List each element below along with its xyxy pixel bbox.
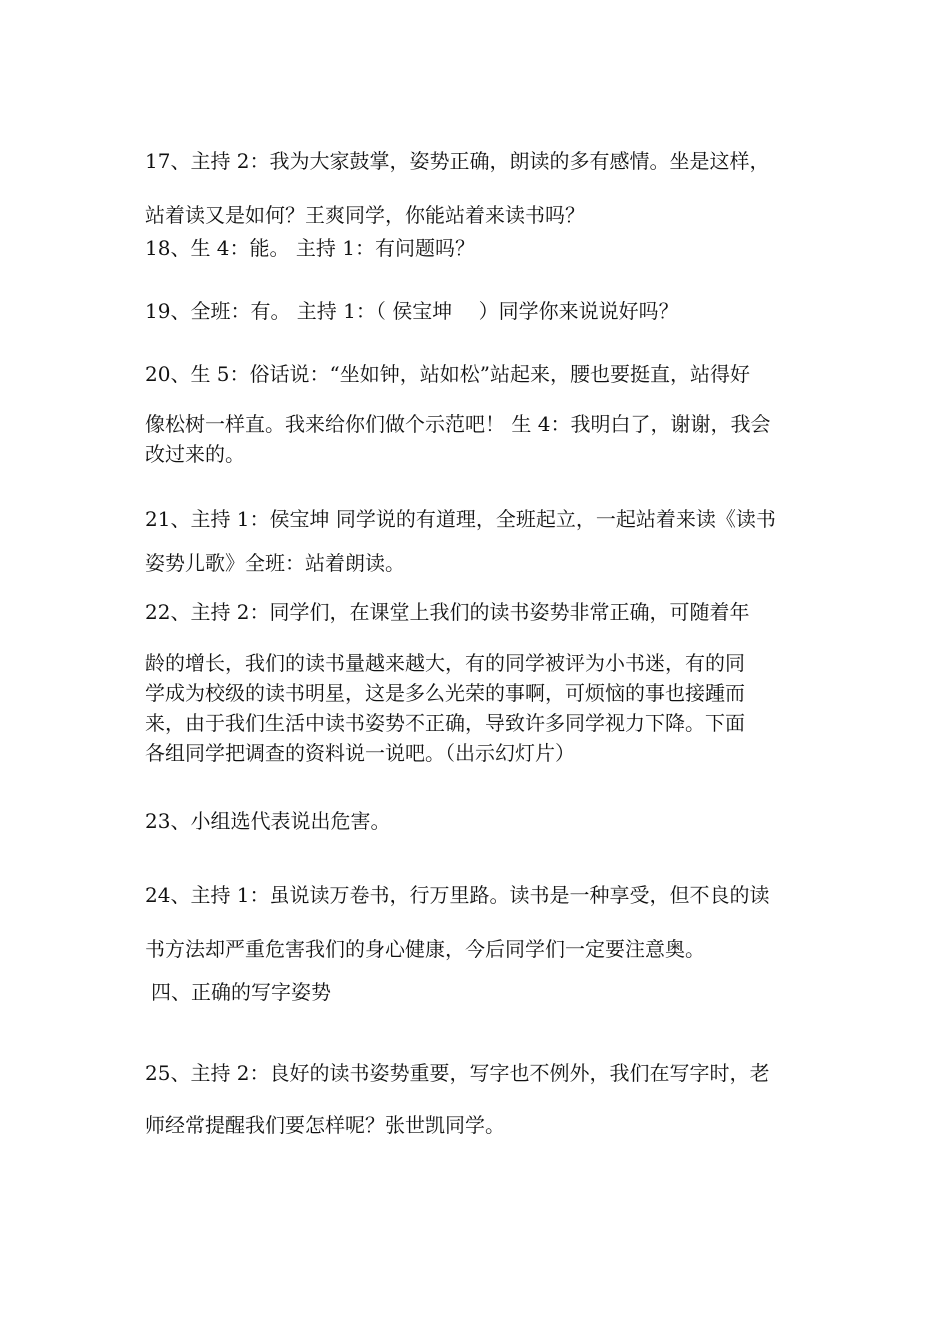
paragraph-24 — [145, 868, 810, 976]
paragraph-line: 25、主持 2：良好的读书姿势重要，写字也不例外，我们在写字时，老 — [145, 1061, 770, 1085]
paragraph-line: 师经常提醒我们要怎样呢？张世凯同学。 — [145, 1113, 505, 1137]
paragraph-19 — [145, 296, 810, 326]
paragraph-line: 17、主持 2：我为大家鼓掌，姿势正确，朗读的多有感情。坐是这样， — [145, 149, 770, 173]
paragraph-line: 龄的增长，我们的读书量越来越大，有的同学被评为小书迷，有的同 — [145, 651, 745, 675]
paragraph-17 — [145, 134, 810, 242]
section-heading: 四、正确的写字姿势 — [151, 980, 331, 1004]
paragraph-line: 20、生 5：俗话说：“坐如钟，站如松”站起来，腰也要挺直，站得好 — [145, 362, 750, 386]
paragraph-line: 像松树一样直。我来给你们做个示范吧！ 生 4：我明白了，谢谢，我会 — [145, 412, 771, 436]
paragraph-line: 18、生 4：能。 主持 1：有问题吗？ — [145, 236, 475, 260]
paragraph-line: 姿势儿歌》全班：站着朗读。 — [145, 551, 405, 575]
paragraph-21 — [145, 497, 810, 585]
paragraph-20 — [145, 359, 810, 469]
paragraph-line: 22、主持 2：同学们，在课堂上我们的读书姿势非常正确，可随着年 — [145, 600, 750, 624]
paragraph-line: 21、主持 1：侯宝坤 同学说的有道理，全班起立，一起站着来读《读书 — [145, 507, 776, 531]
paragraph-line: 各组同学把调查的资料说一说吧。（出示幻灯片） — [145, 741, 575, 765]
paragraph-line: 23、小组选代表说出危害。 — [145, 809, 391, 833]
paragraph-line: 19、全班：有。 主持 1：（ 侯宝坤 ）同学你来说说好吗？ — [145, 299, 679, 323]
paragraph-line: 书方法却严重危害我们的身心健康，今后同学们一定要注意奥。 — [145, 937, 705, 961]
paragraph-22 — [145, 597, 810, 768]
paragraph-line: 24、主持 1：虽说读万卷书，行万里路。读书是一种享受，但不良的读 — [145, 883, 770, 907]
paragraph-25 — [145, 1047, 810, 1151]
paragraph-18 — [145, 233, 810, 263]
paragraph-line: 学成为校级的读书明星，这是多么光荣的事啊，可烦恼的事也接踵而 — [145, 681, 745, 705]
paragraph-23 — [145, 806, 810, 836]
paragraph-line: 来，由于我们生活中读书姿势不正确，导致许多同学视力下降。下面 — [145, 711, 745, 735]
paragraph-line: 改过来的。 — [145, 442, 245, 466]
paragraph-line: 站着读又是如何？王爽同学，你能站着来读书吗？ — [145, 203, 585, 227]
